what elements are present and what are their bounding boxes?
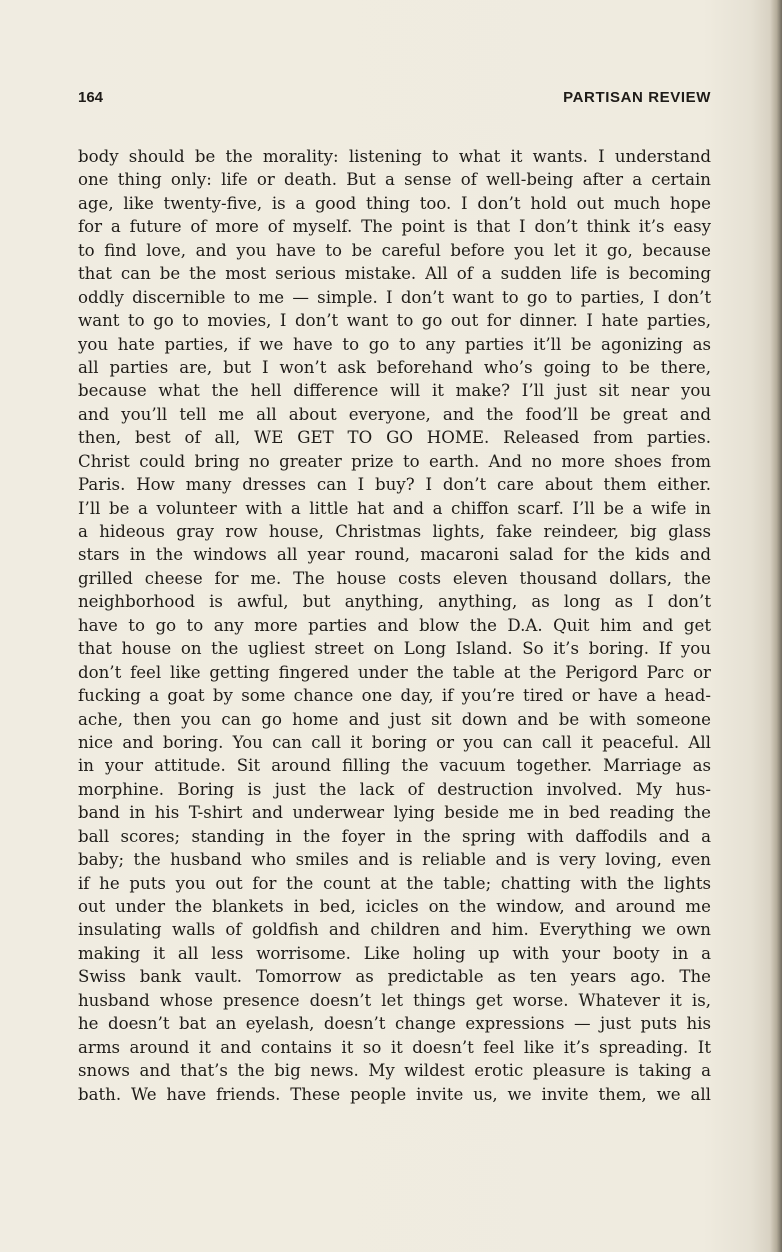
text-line: then, best of all, WE GET TO GO HOME. Released from parties. [78,428,711,448]
text-line: you hate parties, if we have to go to any parties it’ll be agonizing as [78,334,711,354]
text-line: in your attitude. Sit around filling the vacuum together. Marriage as [78,756,711,776]
text-line: have to go to any more parties and blow the D.A. Quit him and get [78,615,711,635]
text-line: and you’ll tell me all about everyone, and the food’ll be great and [78,404,711,424]
text-line: making it all less worrisome. Like holing up with your booty in a [78,943,711,963]
text-line: oddly discernible to me — simple. I don’t want to go to parties, I don’t [78,287,711,307]
text-line: ache, then you can go home and just sit down and be with someone [78,709,711,729]
text-line: Paris. How many dresses can I buy? I don’t care about them either. [78,475,711,495]
text-line: don’t feel like getting fingered under the table at the Perigord Parc or [78,662,711,682]
text-line: husband whose presence doesn’t let things get worse. Whatever it is, [78,990,711,1010]
text-line: Swiss bank vault. Tomorrow as predictable as ten years ago. The [78,967,711,987]
text-line: for a future of more of myself. The point is that I don’t think it’s easy [78,217,711,237]
text-line: stars in the windows all year round, macaroni salad for the kids and [78,545,711,565]
text-line: all parties are, but I won’t ask beforehand who’s going to be there, [78,357,711,377]
text-line: to find love, and you have to be careful before you let it go, because [78,240,711,260]
text-line: morphine. Boring is just the lack of destruction involved. My hus- [78,779,711,799]
text-line: if he puts you out for the count at the table; chatting with the lights [78,873,711,893]
page-edge-shadow [770,0,782,1252]
text-line: out under the blankets in bed, icicles on the window, and around me [78,897,711,916]
page-header [78,89,711,111]
text-line: insulating walls of goldfish and children and him. Everything we own [78,920,711,940]
text-line: neighborhood is awful, but anything, anything, as long as I don’t [78,592,711,612]
text-line: grilled cheese for me. The house costs eleven thousand dollars, the [78,568,711,588]
text-line: arms around it and contains it so it doesn’t feel like it’s spreading. It [78,1037,711,1057]
text-line: that house on the ugliest street on Long Island. So it’s boring. If you [78,639,711,659]
text-line: I’ll be a volunteer with a little hat and a chiffon scarf. I’ll be a wife in [78,498,711,518]
text-line: body should be the morality: listening to what it wants. I understand [78,147,711,166]
text-line: because what the hell difference will it make? I’ll just sit near you [78,381,711,401]
text-line: one thing only: life or death. But a sense of well-being after a certain [78,170,711,190]
body-text [78,145,718,1106]
text-line: ball scores; standing in the foyer in the spring with daffodils and a [78,826,711,846]
text-line: fucking a goat by some chance one day, if you’re tired or have a head- [78,686,711,706]
text-line: Christ could bring no greater prize to earth. And no more shoes from [78,451,711,471]
text-line: a hideous gray row house, Christmas lights, fake reindeer, big glass [78,522,711,541]
text-line: band in his T-shirt and underwear lying beside me in bed reading the [78,803,711,823]
text-line: baby; the husband who smiles and is reliable and is very loving, even [78,850,711,870]
page-number: 164 [78,89,104,106]
text-line: bath. We have friends. These people invite us, we invite them, we all [78,1084,711,1104]
text-line: want to go to movies, I don’t want to go out for dinner. I hate parties, [78,311,711,331]
running-head: PARTISAN REVIEW [563,89,711,106]
text-line: that can be the most serious mistake. All of a sudden life is becoming [78,264,711,284]
text-line: he doesn’t bat an eyelash, doesn’t change expressions — just puts his [78,1014,711,1034]
text-line: nice and boring. You can call it boring or you can call it peaceful. All [78,732,711,752]
text-line: age, like twenty-five, is a good thing too. I don’t hold out much hope [78,193,711,213]
text-line: snows and that’s the big news. My wildest erotic pleasure is taking a [78,1061,711,1081]
